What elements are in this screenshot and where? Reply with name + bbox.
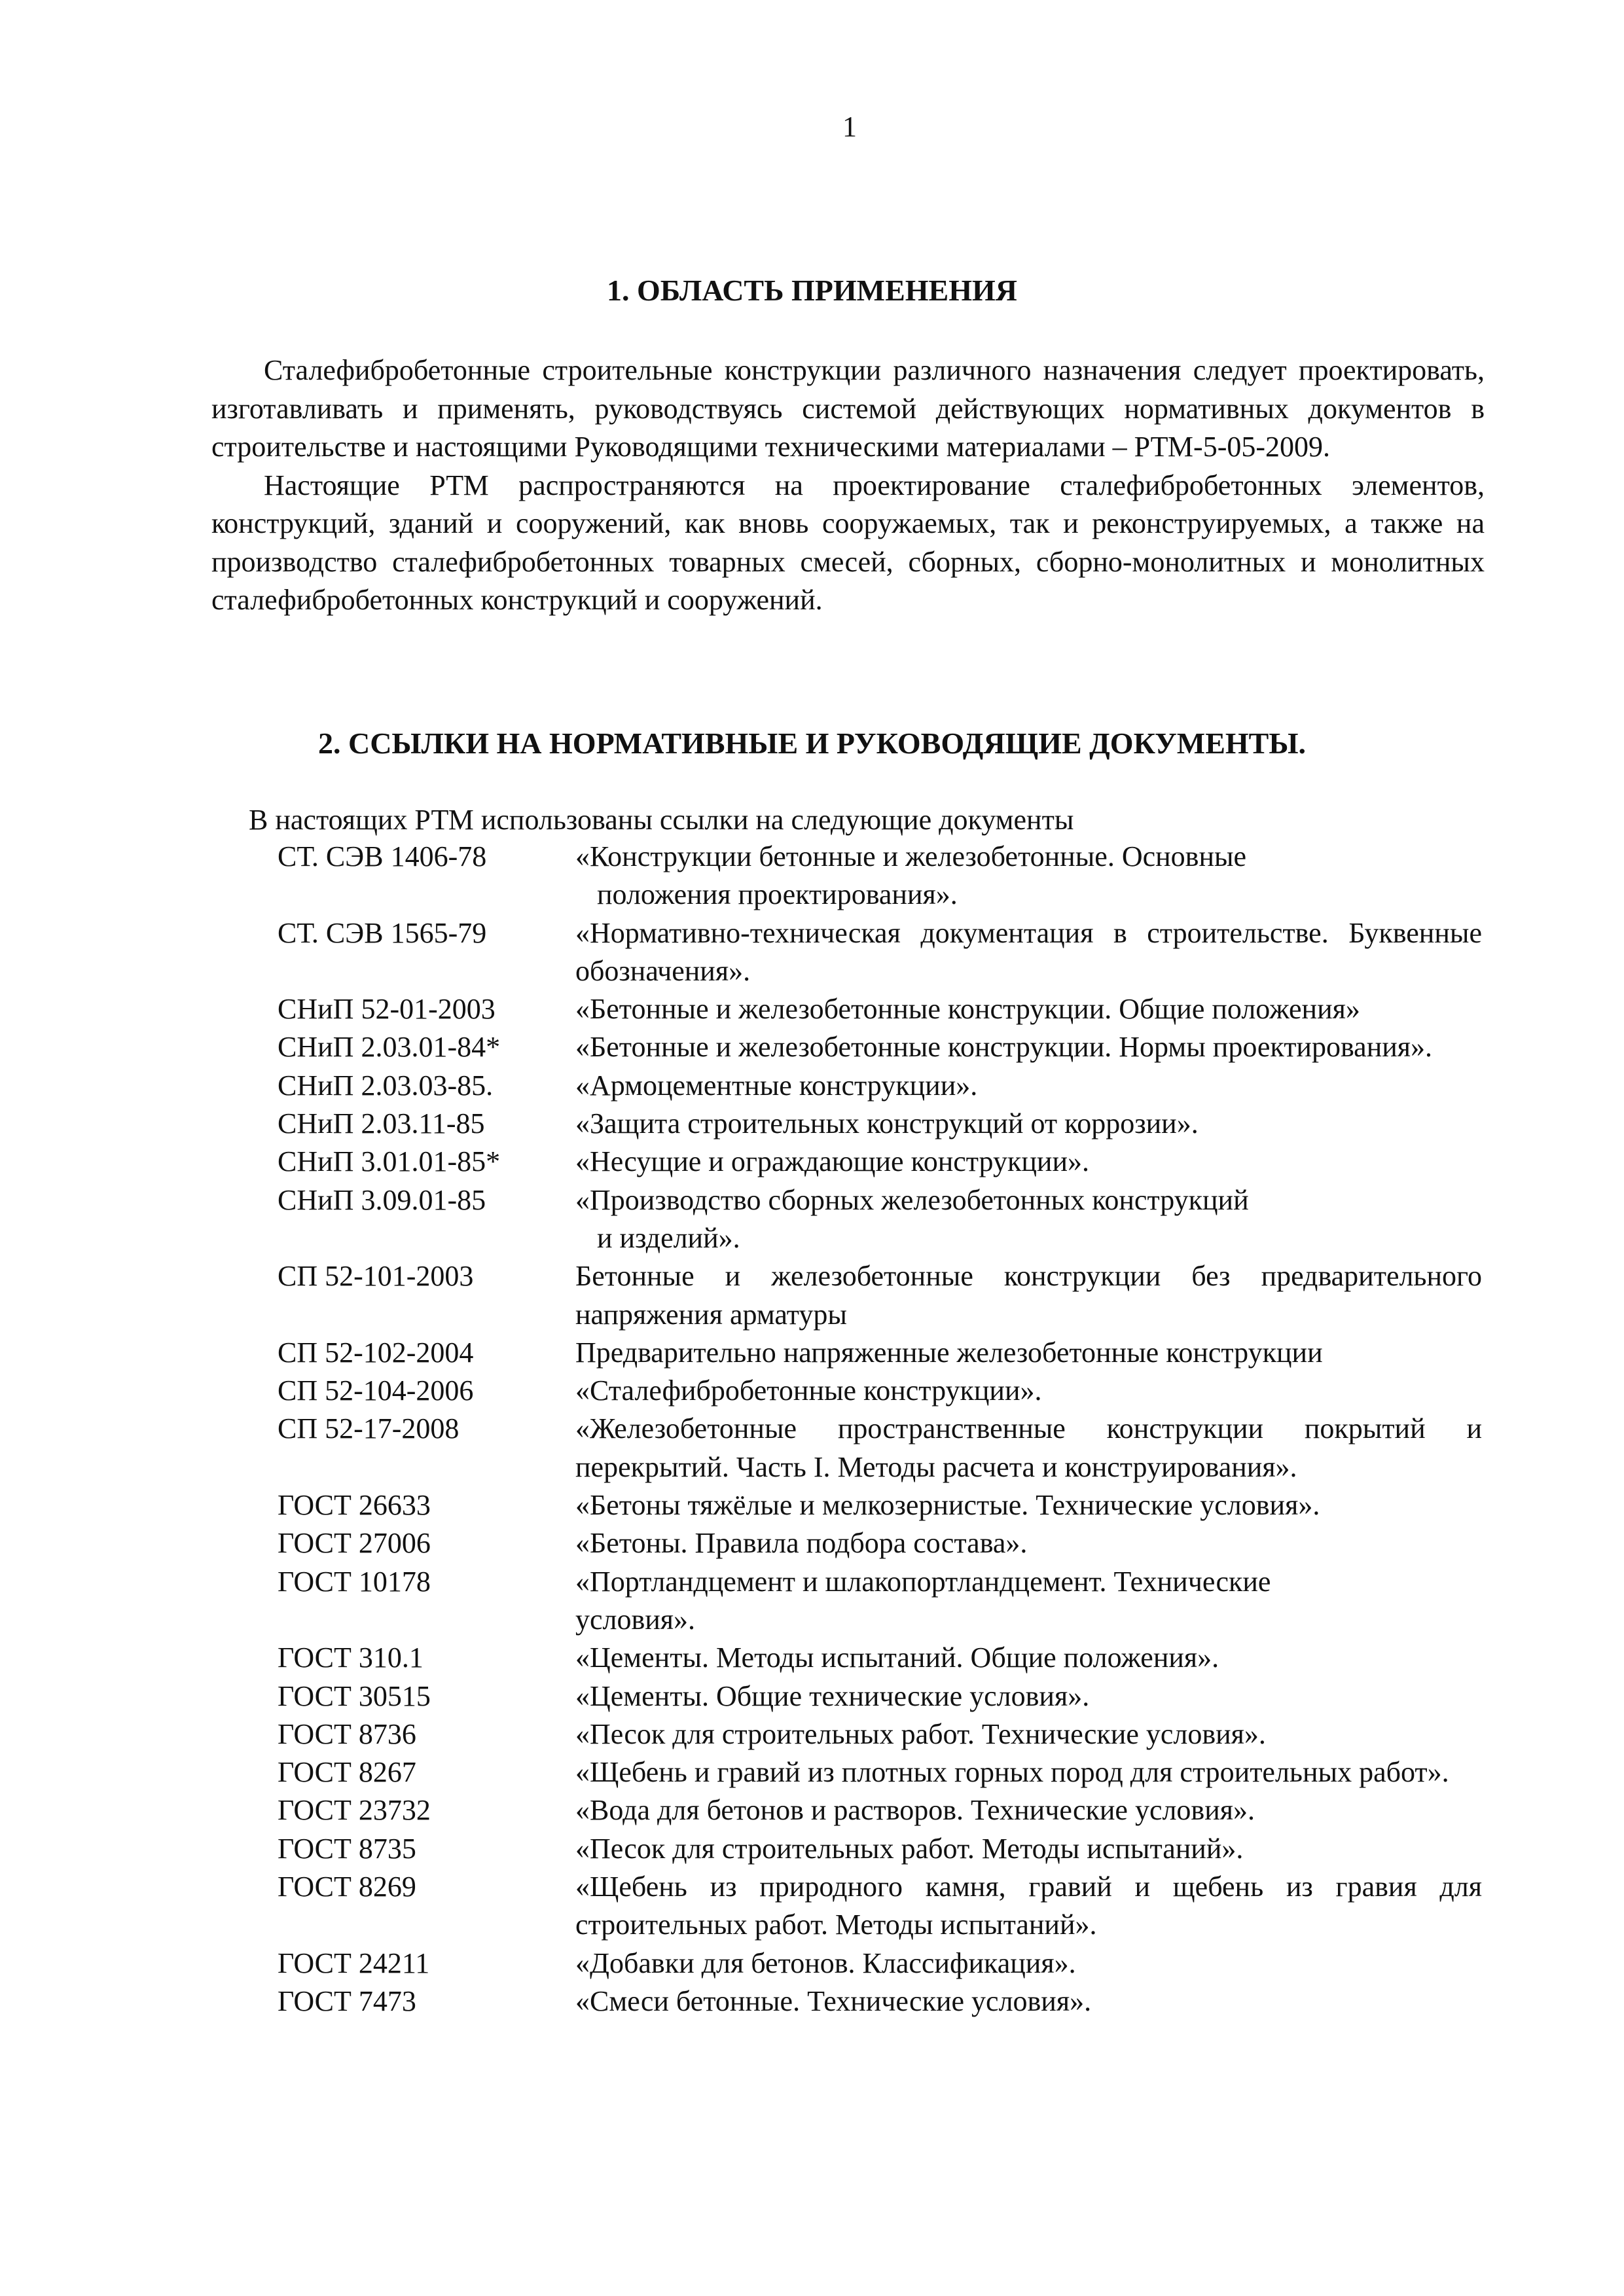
- reference-code: СП 52-17-2008: [278, 1412, 460, 1445]
- reference-title: «Щебень и гравий из плотных горных пород для строительных работ».: [575, 1756, 1449, 1789]
- reference-row: [278, 1181, 1482, 1258]
- reference-title: Бетонные и железобетонные конструкции без предварительного напряжения арматуры: [575, 1260, 1482, 1331]
- reference-row: [278, 1410, 1482, 1486]
- reference-code: ГОСТ 7473: [278, 1984, 416, 2017]
- reference-code: СП 52-102-2004: [278, 1336, 474, 1369]
- reference-code: ГОСТ 8736: [278, 1717, 416, 1750]
- reference-title: «Бетоны. Правила подбора состава».: [575, 1527, 1028, 1560]
- reference-row: [278, 1830, 1482, 1868]
- reference-title: Предварительно напряженные железобетонные конструкции: [575, 1336, 1323, 1369]
- reference-row: [278, 1028, 1482, 1066]
- reference-title: «Цементы. Общие технические условия».: [575, 1679, 1090, 1712]
- reference-row: [278, 1067, 1482, 1105]
- references-list: [278, 838, 1482, 2020]
- reference-code: ГОСТ 8269: [278, 1871, 416, 1903]
- section-1-body: [211, 351, 1485, 620]
- reference-row: [278, 1791, 1482, 1829]
- reference-title: «Сталефибробетонные конструкции».: [575, 1374, 1042, 1407]
- reference-row: [278, 1372, 1482, 1410]
- reference-code: СНиП 3.01.01-85*: [278, 1145, 501, 1178]
- reference-row: [278, 1868, 1482, 1945]
- reference-title: «Песок для строительных работ. Методы испытаний».: [575, 1832, 1244, 1865]
- reference-title: «Железобетонные пространственные конструкции покрытий и перекрытий. Часть I. Методы расчета и конструирования».: [575, 1412, 1482, 1483]
- reference-row: [278, 1143, 1482, 1181]
- reference-code: СНиП 52-01-2003: [278, 993, 496, 1026]
- reference-title: «Несущие и ограждающие конструкции».: [575, 1145, 1089, 1178]
- reference-code: ГОСТ 26633: [278, 1489, 431, 1522]
- section-1-paragraph: Сталефибробетонные строительные конструкции различного назначения следует проектировать, изготавливать и применять, руководствуясь системой действующих нормативных документов в строительстве и настоящими Руководящими техническими материалами – РТМ-5-05-2009.: [211, 354, 1485, 463]
- reference-row: [278, 1715, 1482, 1753]
- reference-code: ГОСТ 8735: [278, 1832, 416, 1865]
- reference-code: СП 52-101-2003: [278, 1260, 474, 1293]
- page-number: 1: [842, 111, 857, 143]
- reference-title: «Производство сборных железобетонных конструкций и изделий».: [575, 1183, 1249, 1254]
- reference-row: [278, 1563, 1482, 1640]
- reference-row: [278, 1524, 1482, 1562]
- section-1-paragraph: Настоящие РТМ распространяются на проектирование сталефибробетонных элементов, конструкций, зданий и сооружений, как вновь сооружаемых, так и реконструируемых, а также на производство сталефибробетонных товарных смесей, сборных, сборно-монолитных и монолитных сталефибробетонных конструкций и сооружений.: [211, 469, 1485, 616]
- reference-code: СТ. СЭВ 1406-78: [278, 840, 487, 872]
- reference-code: СНиП 2.03.03-85.: [278, 1069, 494, 1102]
- reference-code: СП 52-104-2006: [278, 1374, 474, 1407]
- reference-title: «Бетонные и железобетонные конструкции. Общие положения»: [575, 993, 1360, 1026]
- reference-title: «Бетоны тяжёлые и мелкозернистые. Технические условия».: [575, 1489, 1320, 1522]
- reference-title: «Щебень из природного камня, гравий и щебень из гравия для строительных работ. Методы испытаний».: [575, 1871, 1482, 1941]
- reference-title: «Армоцементные конструкции».: [575, 1069, 978, 1102]
- reference-row: [278, 1486, 1482, 1524]
- reference-code: СНиП 3.09.01-85: [278, 1183, 486, 1216]
- reference-code: СНиП 2.03.11-85: [278, 1107, 485, 1140]
- reference-title: «Добавки для бетонов. Классификация».: [575, 1946, 1076, 1979]
- reference-code: ГОСТ 10178: [278, 1565, 431, 1598]
- reference-row: [278, 1257, 1482, 1334]
- reference-title: «Нормативно-техническая документация в строительстве. Буквенные обозначения».: [575, 916, 1482, 987]
- reference-row: [278, 1982, 1482, 2020]
- reference-code: ГОСТ 30515: [278, 1679, 431, 1712]
- reference-code: СТ. СЭВ 1565-79: [278, 916, 487, 949]
- reference-title: «Защита строительных конструкций от коррозии».: [575, 1107, 1199, 1140]
- reference-row: [278, 1677, 1482, 1715]
- reference-title: «Песок для строительных работ. Технические условия».: [575, 1717, 1266, 1750]
- reference-row: [278, 1753, 1482, 1791]
- reference-code: ГОСТ 27006: [278, 1527, 431, 1560]
- reference-row: [278, 1334, 1482, 1372]
- reference-code: ГОСТ 23732: [278, 1794, 431, 1827]
- reference-code: ГОСТ 24211: [278, 1946, 430, 1979]
- reference-code: СНиП 2.03.01-84*: [278, 1031, 501, 1064]
- reference-title: «Портландцемент и шлакопортландцемент. Технические условия».: [575, 1565, 1271, 1636]
- reference-row: [278, 1945, 1482, 1982]
- reference-title: «Смеси бетонные. Технические условия».: [575, 1984, 1092, 2017]
- reference-title: «Вода для бетонов и растворов. Технические условия».: [575, 1794, 1255, 1827]
- references-intro: В настоящих РТМ использованы ссылки на следующие документы: [249, 804, 1074, 836]
- reference-title: «Конструкции бетонные и железобетонные. Основные положения проектирования».: [575, 840, 1247, 911]
- reference-row: [278, 1105, 1482, 1143]
- section-1-heading: 1. ОБЛАСТЬ ПРИМЕНЕНИЯ: [606, 274, 1018, 307]
- reference-code: ГОСТ 310.1: [278, 1641, 424, 1674]
- section-2-heading: 2. ССЫЛКИ НА НОРМАТИВНЫЕ И РУКОВОДЯЩИЕ ДОКУМЕНТЫ.: [317, 726, 1306, 760]
- reference-title: «Бетонные и железобетонные конструкции. Нормы проектирования».: [575, 1031, 1433, 1064]
- reference-row: [278, 914, 1482, 991]
- reference-row: [278, 838, 1482, 914]
- reference-code: ГОСТ 8267: [278, 1756, 416, 1789]
- reference-row: [278, 1639, 1482, 1677]
- reference-row: [278, 990, 1482, 1028]
- reference-title: «Цементы. Методы испытаний. Общие положения».: [575, 1641, 1219, 1674]
